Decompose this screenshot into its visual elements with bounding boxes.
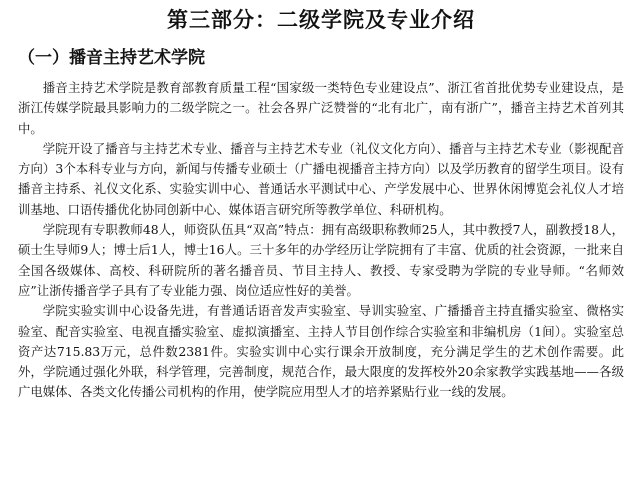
section-heading: （一）播音主持艺术学院 xyxy=(18,48,205,68)
paragraph-programs: 学院开设了播音与主持艺术专业、播音与主持艺术专业（礼仪文化方向）、播音与主持艺术专业（影视配音方向）3个本科专业与方向，新闻与传播专业硕士（广播电视播音主持方向）以及学历教育的留学生项目。设有播音主持系、礼仪文化系、实验实训中心、普通话水平测试中心、产学发展中心、世界休闲博览会礼仪人才培训基地、口语传播优化协同创新中心、媒体语言研究所等教学单位、科研机构。 xyxy=(18,140,624,217)
paragraph-faculty: 学院现有专职教师48人，师资队伍具“双高”特点：拥有高级职称教师25人，其中教授7人，副教授18人，硕士生导师9人；博士后1人，博士16人。三十多年的办学经历让学院拥有了丰富、优质的社会资源，一批来自全国各级媒体、高校、科研院所的著名播音员、节目主持人、教授、专家受聘为学院的专业导师。“名师效应”让浙传播音学子具有了专业能力强、岗位适应性好的美誉。 xyxy=(18,222,624,298)
paragraph-intro: 播音主持艺术学院是教育部教育质量工程“国家级一类特色专业建设点”、浙江省首批优势专业建设点，是浙江传媒学院最具影响力的二级学院之一。社会各界广泛赞誉的“北有北广，南有浙广”，播音主持艺术首列其中。 xyxy=(18,80,624,136)
paragraph-facilities: 学院实验实训中心设备先进，有普通话语音发声实验室、导训实验室、广播播音主持直播实验室、微格实验室、配音实验室、电视直播实验室、虚拟演播室、主持人节目创作综合实验室和非编机房（1间）。实验室总资产达715.83万元，总件数2381件。实验实训中心实行课余开放制度，充分满足学生的艺术创作需要。此外，学院通过强化外联，科学管理，完善制度，规范合作，最大限度的发挥校外20余家教学实践基地——各级广电媒体、各类文化传播公司机构的作用，使学院应用型人才的培养紧贴行业一线的发展。 xyxy=(18,303,624,400)
page-title: 第三部分：二级学院及专业介绍 xyxy=(167,8,475,32)
section-body xyxy=(18,78,624,403)
